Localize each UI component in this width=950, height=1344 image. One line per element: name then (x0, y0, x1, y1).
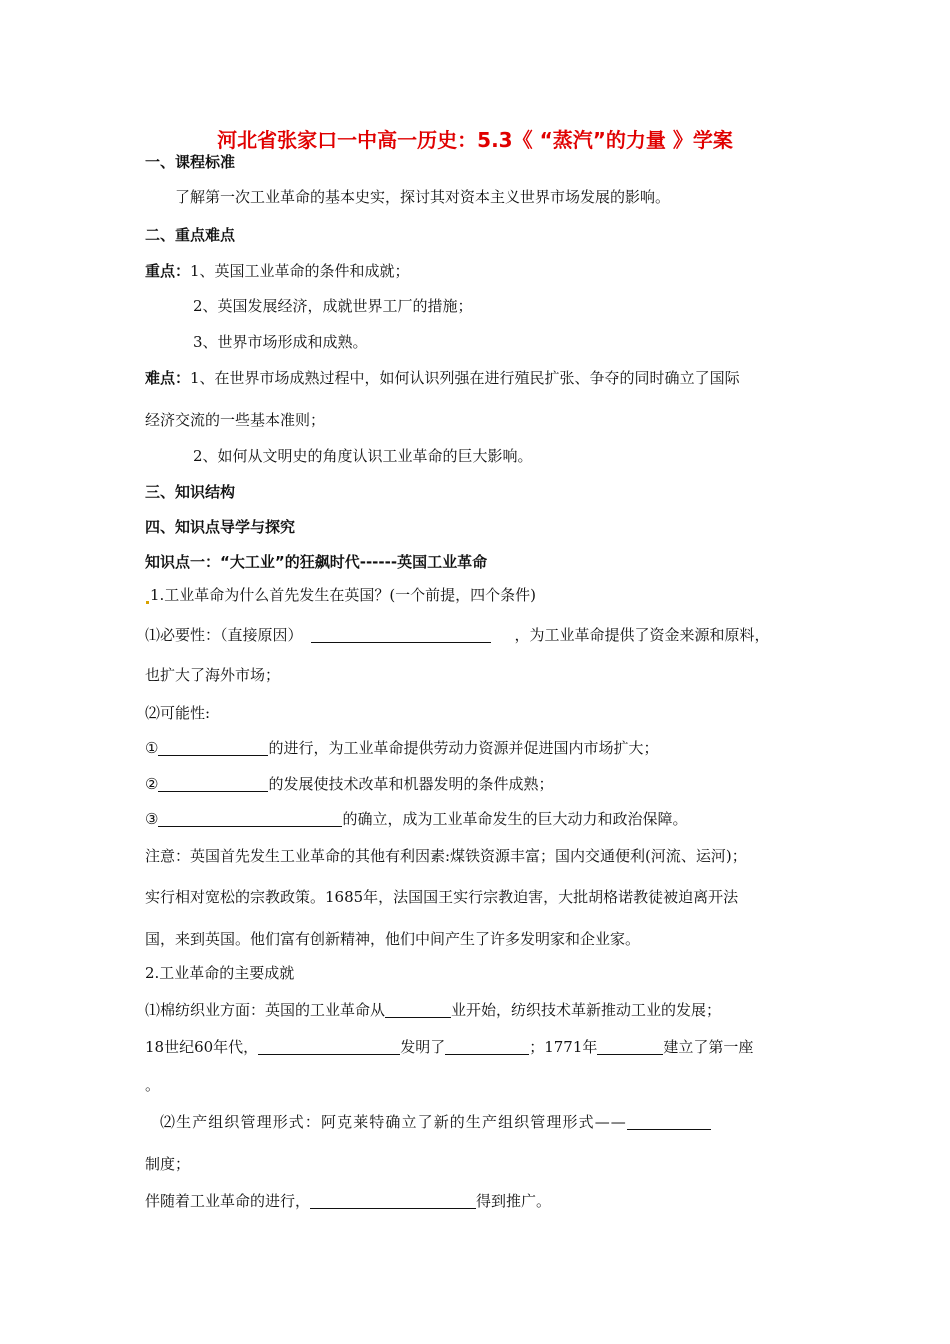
fill-blank-possibility-1[interactable] (158, 739, 268, 756)
fill-blank-invention[interactable] (445, 1038, 529, 1055)
fill-blank-possibility-2[interactable] (158, 775, 268, 792)
fill-blank-system[interactable] (627, 1113, 711, 1130)
achievement-1760s (145, 1037, 753, 1057)
necessity-line (145, 625, 770, 645)
fill-blank-necessity[interactable] (311, 626, 491, 643)
fill-blank-industry[interactable] (385, 1001, 451, 1018)
key-point-1 (145, 261, 410, 281)
difficulty-1-text: 1、在世界市场成熟过程中，如何认识列强在进行殖民扩张、争夺的同时确立了国际 (190, 369, 740, 387)
possibility-2 (145, 774, 553, 794)
note-line-3: 国，来到英国。他们富有创新精神，他们中间产生了许多发明家和企业家。 (145, 930, 641, 948)
key-point-1-text: 1、英国工业革命的条件和成就； (190, 262, 410, 280)
mark-dot (146, 601, 149, 604)
circled-number-3: ③ (145, 810, 159, 828)
achievement-spread-text: 伴随着工业革命的进行， (145, 1192, 311, 1210)
difficulty-label: 难点： (145, 369, 191, 387)
key-point-2: 2、英国发展经济，成就世界工厂的措施； (193, 297, 473, 315)
question-1 (145, 585, 536, 605)
achievement-1760s-end: 。 (145, 1076, 161, 1094)
achievement-spread (145, 1191, 551, 1211)
achievement-management-text: ⑵生产组织管理形式：阿克莱特确立了新的生产组织管理形式—— (160, 1113, 627, 1131)
necessity-label: ⑴必要性：（直接原因） (145, 626, 303, 644)
circled-number-2: ② (145, 775, 159, 793)
document-title: 河北省张家口一中高一历史：5.3《 “蒸汽”的力量 》学案 (217, 128, 733, 152)
achievement-cotton (145, 1000, 721, 1020)
difficulty-2: 2、如何从文明史的角度认识工业革命的巨大影响。 (193, 447, 533, 465)
possibility-1-text: 的进行，为工业革命提供劳动力资源并促进国内市场扩大； (268, 739, 659, 757)
year-1771-label: ；1771年 (529, 1038, 598, 1056)
section-heading-structure: 三、知识结构 (145, 483, 236, 501)
necessity-text: ，为工业革命提供了资金来源和原料， (514, 626, 770, 644)
achievement-spread-end: 得到推广。 (476, 1192, 552, 1210)
note-line-1: 注意：英国首先发生工业革命的其他有利因素:煤铁资源丰富；国内交通便利(河流、运河)； (145, 847, 747, 865)
achievement-1760s-label: 18世纪60年代， (145, 1038, 259, 1056)
question-2: 2.工业革命的主要成就 (145, 964, 295, 982)
possibility-2-text: 的发展使技术改革和机器发明的条件成熟； (268, 775, 554, 793)
possibility-3-text: 的确立，成为工业革命发生的巨大动力和政治保障。 (342, 810, 688, 828)
invented-label: 发明了 (400, 1038, 446, 1056)
circled-number-1: ① (145, 739, 159, 757)
possibility-1 (145, 738, 658, 758)
section-heading-key-points: 二、重点难点 (145, 226, 236, 244)
achievement-cotton-text: 业开始，纺织技术革新推动工业的发展； (451, 1001, 722, 1019)
achievement-management (160, 1112, 711, 1132)
knowledge-point-1-heading: 知识点一：“大工业”的狂飙时代------英国工业革命 (145, 553, 488, 571)
possibility-label: ⑵可能性: (145, 704, 211, 722)
note-line-2: 实行相对宽松的宗教政策。1685年，法国国王实行宗教迫害，大批胡格诺教徒被迫离开法 (145, 888, 739, 906)
question-1-text: 1.工业革命为什么首先发生在英国？(一个前提，四个条件) (150, 586, 537, 604)
achievement-management-continued: 制度； (145, 1155, 191, 1173)
difficulty-1 (145, 368, 740, 388)
section-heading-standards: 一、课程标准 (145, 153, 236, 171)
section-heading-guide: 四、知识点导学与探究 (145, 518, 296, 536)
standards-text: 了解第一次工业革命的基本史实，探讨其对资本主义世界市场发展的影响。 (175, 188, 671, 206)
key-label: 重点： (145, 262, 191, 280)
fill-blank-inventor[interactable] (258, 1038, 400, 1055)
necessity-continued: 也扩大了海外市场； (145, 666, 281, 684)
fill-blank-builder[interactable] (597, 1038, 663, 1055)
fill-blank-spread[interactable] (310, 1192, 476, 1209)
achievement-cotton-label: ⑴棉纺织业方面：英国的工业革命从 (145, 1001, 386, 1019)
first-built-label: 建立了第一座 (663, 1038, 754, 1056)
possibility-3 (145, 809, 687, 829)
key-point-3: 3、世界市场形成和成熟。 (193, 333, 368, 351)
difficulty-1-continued: 经济交流的一些基本准则； (145, 411, 326, 429)
fill-blank-possibility-3[interactable] (158, 810, 342, 827)
